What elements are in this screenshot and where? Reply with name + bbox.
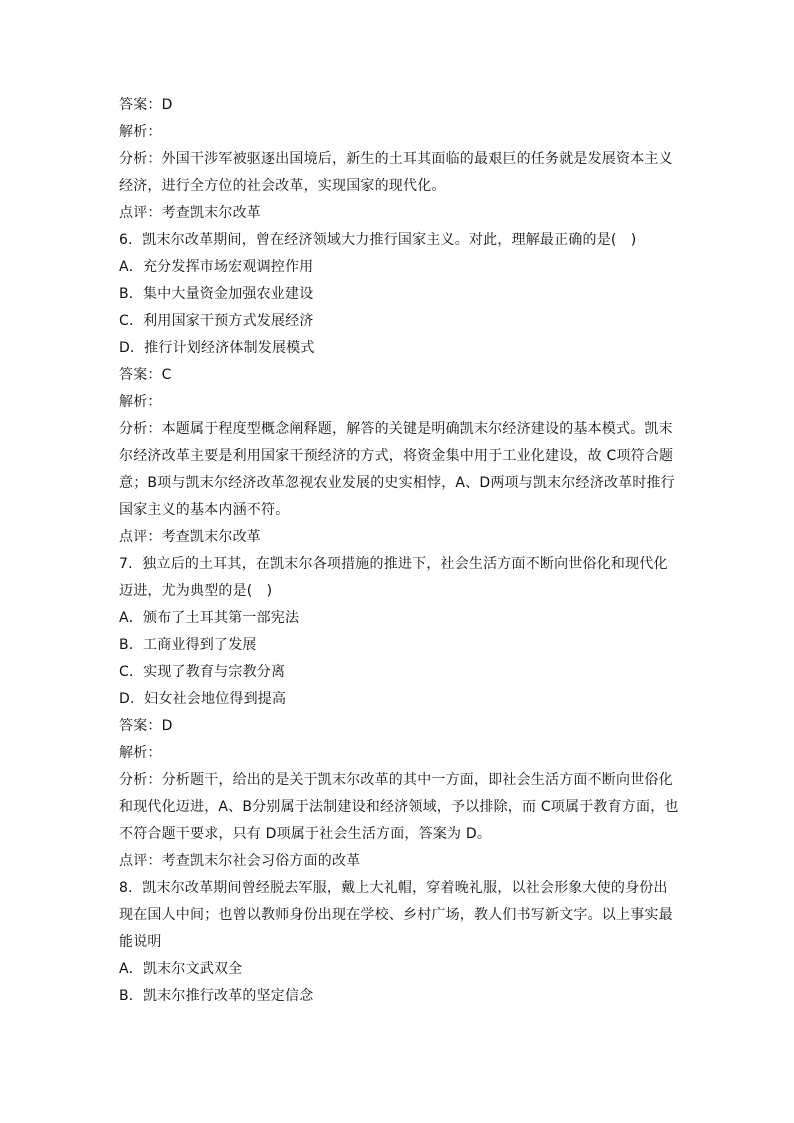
comment-line: 点评：考查凯末尔改革 [119,529,261,545]
analysis-text: 分析：分析题干，给出的是关于凯末尔改革的其中一方面，即社会生活方面不断向世俗化和现代化迈进，A、B分别属于法制建设和经济领域，予以排除，而 C项属于教育方面，也不符合题干要求，只有 D项属于社会生活方面，答案为 D。 [119,772,679,842]
comment-line: 点评：考查凯末尔社会习俗方面的改革 [119,853,361,869]
analysis-heading: 解析： [119,124,162,140]
analysis-heading: 解析： [119,745,162,761]
option-a: A．颁布了土耳其第一部宪法 [119,610,300,626]
answer-line: 答案：C [119,367,172,383]
analysis-text: 分析：本题属于程度型概念阐释题，解答的关键是明确凯末尔经济建设的基本模式。凯末尔经济改革主要是利用国家干预经济的方式，将资金集中用于工业化建设，故 C项符合题意；B项与凯末尔经济改革忽视农业发展的史实相悖，A、D两项与凯末尔经济改革时推行国家主义的基本内涵不符。 [119,421,675,518]
document-body [119,92,679,1010]
answer-line: 答案：D [119,97,173,113]
option-a: A．充分发挥市场宏观调控作用 [119,259,314,275]
option-c: C．实现了教育与宗教分离 [119,664,286,680]
comment-line: 点评：考查凯末尔改革 [119,205,261,221]
option-d: D．推行计划经济体制发展模式 [119,340,315,356]
option-d: D．妇女社会地位得到提高 [119,691,287,707]
question-7: 7．独立后的土耳其，在凯末尔各项措施的推进下，社会生活方面不断向世俗化和现代化迈进，尤为典型的是( ) [119,556,668,599]
question-8: 8．凯末尔改革期间曾经脱去军服，戴上大礼帽，穿着晚礼服，以社会形象大使的身份出现在国人中间；也曾以教师身份出现在学校、乡村广场，教人们书写新文字。以上事实最能说明 [119,880,673,950]
option-c: C．利用国家干预方式发展经济 [119,313,314,329]
analysis-text: 分析：外国干涉军被驱逐出国境后，新生的土耳其面临的最艰巨的任务就是发展资本主义经济，进行全方位的社会改革，实现国家的现代化。 [119,151,673,194]
analysis-heading: 解析： [119,394,162,410]
option-b: B．工商业得到了发展 [119,637,257,653]
question-6: 6．凯末尔改革期间，曾在经济领域大力推行国家主义。对此，理解最正确的是( ) [119,232,637,248]
option-a: A．凯末尔文武双全 [119,961,243,977]
option-b: B．凯末尔推行改革的坚定信念 [119,988,314,1004]
answer-line: 答案：D [119,718,173,734]
option-b: B．集中大量资金加强农业建设 [119,286,314,302]
